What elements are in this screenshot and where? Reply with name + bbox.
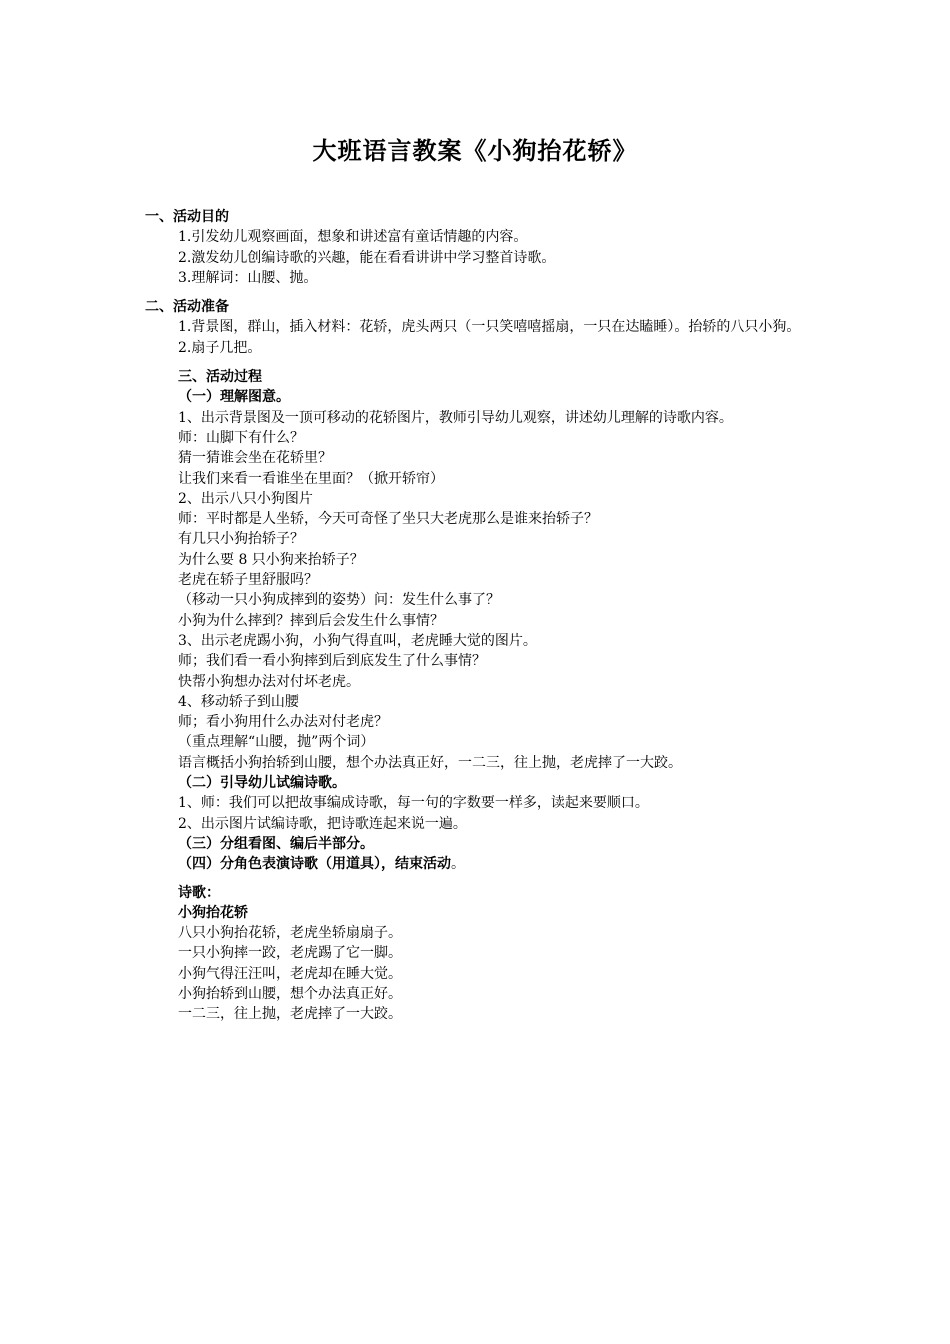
process-line: 2、出示图片试编诗歌，把诗歌连起来说一遍。 (178, 815, 467, 832)
document-body (145, 207, 805, 1025)
poem-line: 小狗抬轿到山腰，想个办法真正好。 (178, 985, 402, 1002)
process-part-heading: （二）引导幼儿试编诗歌。 (178, 775, 346, 792)
process-line: 1、师：我们可以把故事编成诗歌，每一句的字数要一样多，读起来要顺口。 (178, 795, 649, 812)
poem-line: 一二三，往上抛，老虎摔了一大跤。 (178, 1006, 402, 1023)
process-line: 师：平时都是人坐轿，今天可奇怪了坐只大老虎那么是谁来抬轿子？ (178, 511, 598, 528)
process-part-heading-text: （四）分角色表演诗歌（用道具），结束活动 (178, 856, 451, 873)
poem-line: 八只小狗抬花轿，老虎坐轿扇扇子。 (178, 925, 402, 942)
goal-item: 2.激发幼儿创编诗歌的兴趣，能在看看讲讲中学习整首诗歌。 (178, 249, 556, 266)
process-line: 2、出示八只小狗图片 (178, 490, 313, 507)
process-line: 有几只小狗抬轿子？ (178, 531, 304, 548)
process-step: 1、出示背景图及一顶可移动的花轿图片，教师引导幼儿观察，讲述幼儿理解的诗歌内容。 (178, 409, 733, 426)
process-part-heading: （一）理解图意。 (178, 389, 290, 406)
process-line: 师：山脚下有什么？ (178, 429, 304, 446)
preparation-item: 2.扇子几把。 (178, 339, 262, 356)
section-heading-process: 三、活动过程 (178, 369, 262, 386)
poem-line: 一只小狗摔一跤，老虎踢了它一脚。 (178, 945, 402, 962)
document-title: 大班语言教案《小狗抬花轿》 (312, 137, 638, 165)
goal-item: 1.引发幼儿观察画面，想象和讲述富有童话情趣的内容。 (178, 229, 528, 246)
process-line: 让我们来看一看谁坐在里面？（掀开轿帘） (178, 470, 444, 487)
process-line: 师；看小狗用什么办法对付老虎？ (178, 714, 388, 731)
process-line: 师；我们看一看小狗摔到后到底发生了什么事情？ (178, 653, 486, 670)
process-part-heading-tail: 。 (451, 856, 465, 873)
poem-label: 诗歌： (178, 884, 220, 901)
process-line: 老虎在轿子里舒服吗？ (178, 572, 318, 589)
process-line: （移动一只小狗成摔到的姿势）问：发生什么事了？ (178, 592, 500, 609)
preparation-item: 1.背景图，群山，插入材料：花轿，虎头两只（一只笑嘻嘻摇扇，一只在达瞌睡）。抬轿的八只小狗。 (178, 319, 801, 336)
process-line: 小狗为什么摔到？摔到后会发生什么事情？ (178, 612, 444, 629)
process-line: 语言概括小狗抬轿到山腰，想个办法真正好，一二三，往上抛，老虎摔了一大跤。 (178, 754, 682, 771)
process-line: （重点理解“山腰，抛”两个词） (178, 734, 375, 751)
poem-title: 小狗抬花轿 (178, 904, 248, 921)
process-line: 4、移动轿子到山腰 (178, 693, 299, 710)
goal-item: 3.理解词：山腰、抛。 (178, 269, 318, 286)
process-line: 为什么要 8 只小狗来抬轿子？ (178, 551, 364, 568)
process-part-heading: （三）分组看图、编后半部分。 (178, 835, 374, 852)
poem-line: 小狗气得汪汪叫，老虎却在睡大觉。 (178, 965, 402, 982)
process-line: 猜一猜谁会坐在花轿里？ (178, 450, 332, 467)
process-line: 快帮小狗想办法对付坏老虎。 (178, 673, 360, 690)
process-line: 3、出示老虎踢小狗，小狗气得直叫，老虎睡大觉的图片。 (178, 632, 537, 649)
process-part-heading-4 (145, 854, 805, 874)
section-heading-goals: 一、活动目的 (145, 209, 229, 225)
section-heading-preparation: 二、活动准备 (145, 299, 229, 316)
